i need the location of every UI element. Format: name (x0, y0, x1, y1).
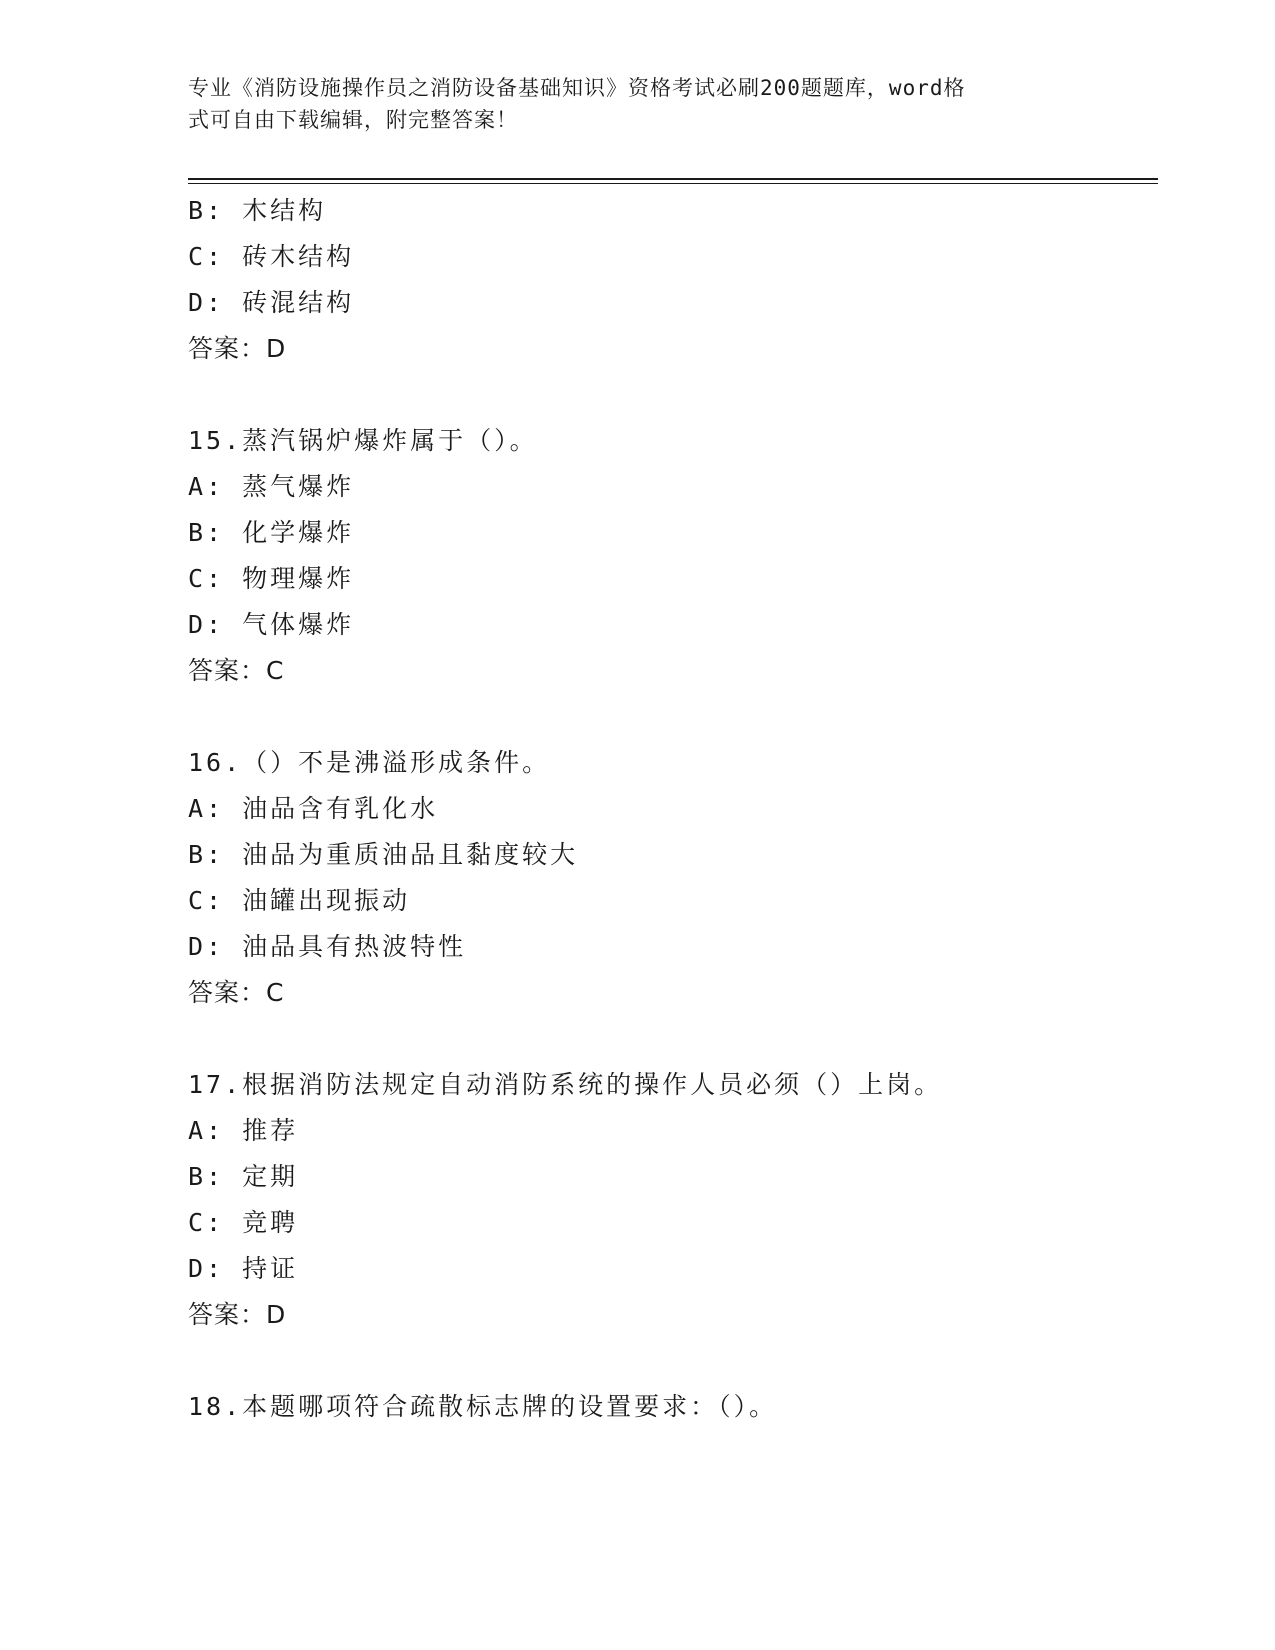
option-b: B: 油品为重质油品且黏度较大 (188, 840, 579, 869)
option-d: D: 气体爆炸 (188, 610, 355, 639)
option-c: C: 竞聘 (188, 1208, 299, 1237)
option-c: C: 砖木结构 (188, 242, 355, 271)
spacer (188, 1016, 1148, 1062)
question-block-18 (188, 1384, 1148, 1430)
option-a: A: 推荐 (188, 1116, 299, 1145)
spacer (188, 1338, 1148, 1384)
option-c: C: 油罐出现振动 (188, 886, 411, 915)
option-d: D: 油品具有热波特性 (188, 932, 467, 961)
option-b: B: 木结构 (188, 196, 327, 225)
question-stem: 15.蒸汽锅炉爆炸属于（）。 (188, 426, 538, 455)
header-line-2: 式可自由下载编辑，附完整答案！ (188, 108, 518, 132)
question-block-16 (188, 740, 1148, 1016)
answer: 答案：D (188, 334, 287, 363)
question-stem: 18.本题哪项符合疏散标志牌的设置要求：（）。 (188, 1392, 778, 1421)
option-d: D: 持证 (188, 1254, 299, 1283)
question-stem: 17.根据消防法规定自动消防系统的操作人员必须（）上岗。 (188, 1070, 943, 1099)
header-divider-thin (188, 183, 1158, 184)
question-stem: 16.（）不是沸溢形成条件。 (188, 748, 551, 777)
option-c: C: 物理爆炸 (188, 564, 355, 593)
answer: 答案：C (188, 978, 285, 1007)
option-a: A: 油品含有乳化水 (188, 794, 439, 823)
question-block-15 (188, 418, 1148, 694)
header-line-1: 专业《消防设施操作员之消防设备基础知识》资格考试必刷200题题库，word格 (188, 76, 966, 100)
answer: 答案：D (188, 1300, 287, 1329)
option-b: B: 定期 (188, 1162, 299, 1191)
option-a: A: 蒸气爆炸 (188, 472, 355, 501)
option-d: D: 砖混结构 (188, 288, 355, 317)
document-header (188, 72, 1068, 136)
spacer (188, 372, 1148, 418)
question-block-17 (188, 1062, 1148, 1338)
header-divider-thick (188, 178, 1158, 180)
option-b: B: 化学爆炸 (188, 518, 355, 547)
answer: 答案：C (188, 656, 285, 685)
spacer (188, 694, 1148, 740)
question-list (188, 188, 1148, 1430)
question-block-prev (188, 188, 1148, 372)
